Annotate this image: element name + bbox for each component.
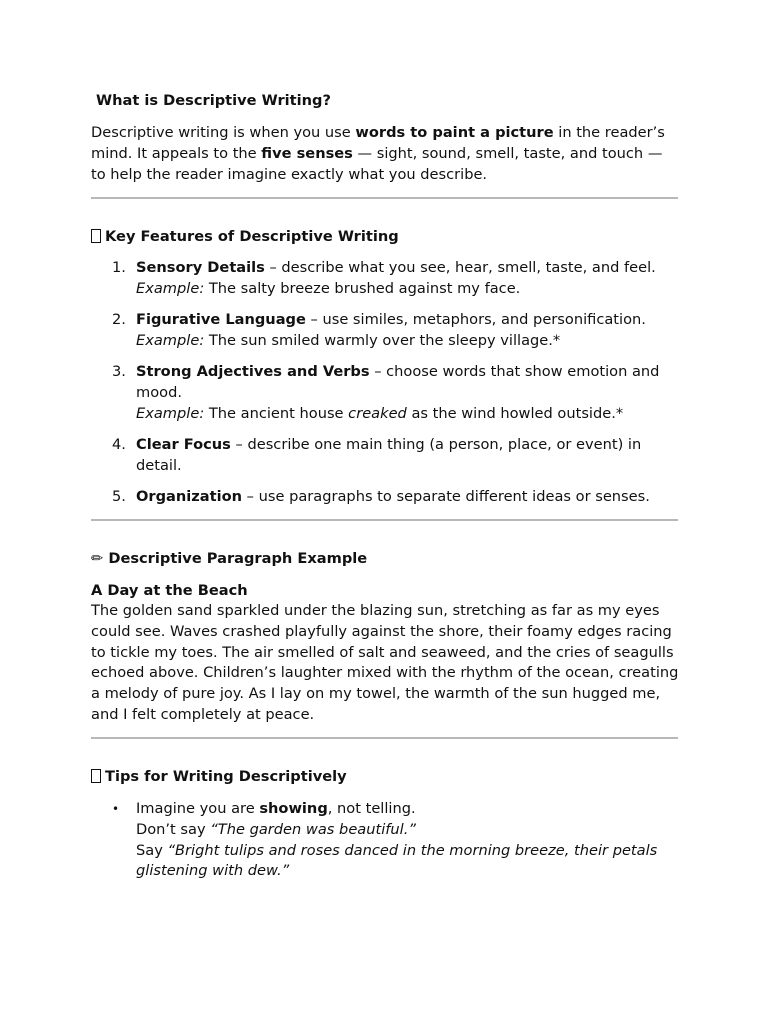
example-text: The ancient house — [204, 404, 349, 422]
feature-description: – choose words that show emotion and mood. — [136, 363, 660, 401]
example-heading-text: Descriptive Paragraph Example — [108, 550, 368, 567]
intro-emphasis: words to paint a picture — [355, 124, 554, 141]
intro-paragraph — [91, 123, 681, 185]
tip-quote: “The garden was beautiful.” — [210, 820, 416, 838]
list-item — [91, 799, 686, 882]
intro-text: — sight, sound, smell, taste, and touch — to help the reader imagine exactly what you describe. — [91, 144, 663, 183]
list-item — [91, 435, 686, 477]
pencil-icon: ✏ — [91, 550, 104, 567]
example-emphasis: creaked — [348, 404, 407, 422]
feature-term: Clear Focus — [136, 436, 231, 454]
list-number: 2. — [112, 311, 126, 329]
tip-text: Say — [136, 841, 168, 859]
example-label: Example: — [136, 331, 205, 349]
example-text: The salty breeze brushed against my face. — [204, 279, 521, 297]
bullet-icon: • — [112, 802, 120, 816]
list-number: 4. — [112, 436, 126, 454]
intro-text: in the reader’s mind. It appeals to the — [91, 124, 665, 162]
features-heading-text: Key Features of Descriptive Writing — [105, 228, 399, 245]
list-item — [91, 487, 686, 508]
tip-text: Imagine you are — [136, 800, 260, 817]
tip-quote: “Bright tulips and roses danced in the morning breeze, their petals glistening with dew.” — [136, 841, 658, 880]
tips-heading-text: Tips for Writing Descriptively — [105, 768, 347, 785]
example-title: A Day at the Beach — [91, 582, 248, 599]
intro-text: Descriptive writing is when you use — [91, 124, 356, 141]
features-heading — [91, 227, 399, 248]
list-number: 1. — [112, 259, 126, 276]
feature-term: Organization — [136, 488, 243, 506]
list-number: 5. — [112, 488, 126, 506]
list-item — [91, 258, 686, 300]
tip-text: Don’t say — [136, 820, 211, 838]
tip-emphasis: showing — [259, 800, 328, 817]
tips-heading — [91, 767, 347, 788]
page-title: What is Descriptive Writing? — [96, 92, 331, 109]
missing-glyph-icon — [91, 229, 101, 243]
missing-glyph-icon — [91, 769, 101, 783]
feature-description: – use similes, metaphors, and personification. — [305, 311, 646, 329]
feature-description: – use paragraphs to separate different ideas or senses. — [242, 488, 650, 506]
feature-term: Sensory Details — [136, 259, 265, 276]
example-paragraph: The golden sand sparkled under the blazing sun, stretching as far as my eyes could see. Waves crashed playfully against the shore, their foamy edges racing to tickle my toes. The air smelled of salt and seaweed, and the cries of seagulls echoed above. Children’s laughter mixed with the rhythm of the ocean, creating a melody of pure joy. As I lay on my towel, the warmth of the sun hugged me, and I felt completely at peace. — [91, 602, 679, 723]
example-text: The sun smiled warmly over the sleepy village.* — [204, 331, 561, 349]
features-list — [91, 258, 686, 518]
list-number: 3. — [112, 363, 126, 381]
tip-text: , not telling. — [327, 800, 416, 817]
list-item — [91, 362, 686, 424]
divider — [91, 197, 678, 199]
example-heading — [91, 549, 367, 570]
example-text: as the wind howled outside.* — [406, 404, 624, 422]
list-item — [91, 310, 686, 352]
feature-description: – describe what you see, hear, smell, taste, and feel. — [264, 259, 656, 276]
feature-term: Strong Adjectives and Verbs — [136, 363, 370, 381]
divider — [91, 737, 678, 739]
feature-description: – describe one main thing (a person, place, or event) in detail. — [136, 436, 642, 474]
example-label: Example: — [136, 279, 205, 297]
example-label: Example: — [136, 404, 205, 422]
tips-list — [91, 799, 686, 882]
divider — [91, 519, 678, 521]
intro-emphasis: five senses — [261, 144, 353, 162]
feature-term: Figurative Language — [136, 311, 306, 329]
